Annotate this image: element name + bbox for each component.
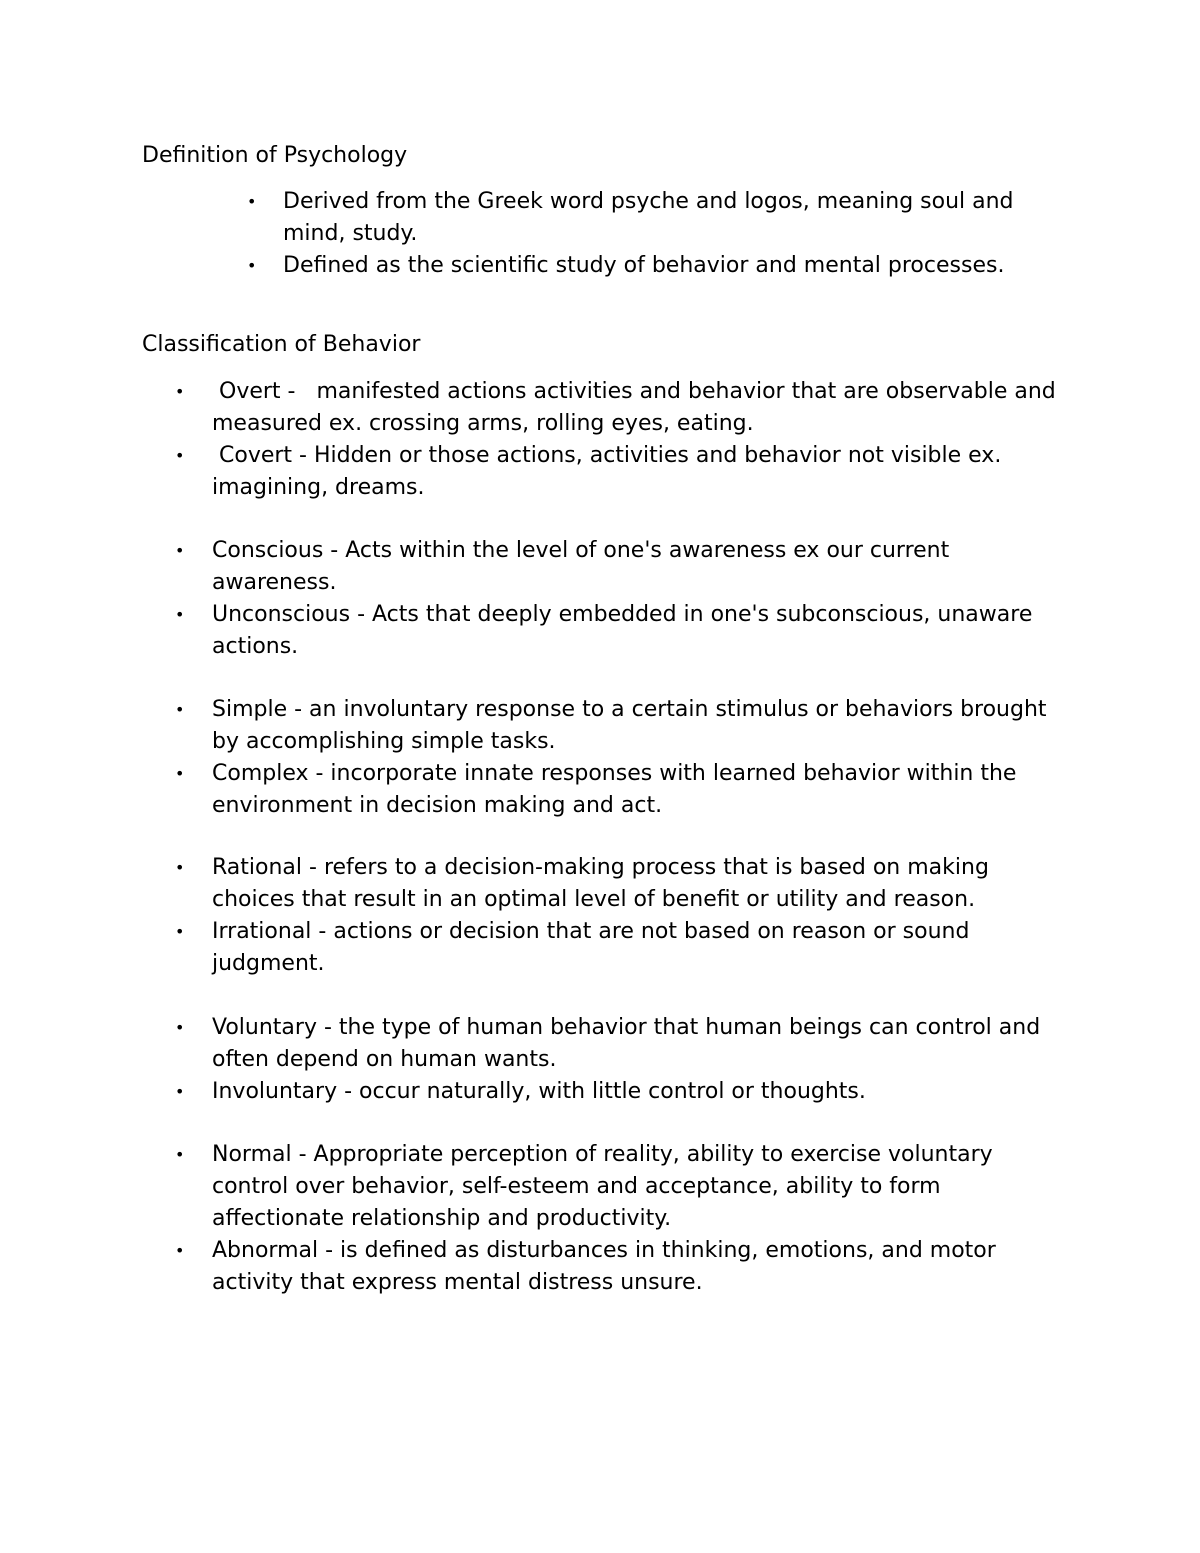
list-item-text: Irrational - actions or decision that are not based on reason or sound judgment. [212,919,970,976]
list-item-text: Defined as the scientific study of behavior and mental processes. [283,253,1005,278]
list-item-text: Covert - Hidden or those actions, activities and behavior not visible ex. imagining, dreams. [212,443,1009,500]
bullet-icon: • [175,764,185,783]
list-item [175,599,1072,663]
list-item [175,916,1072,980]
list-item-text: Simple - an involuntary response to a certain stimulus or behaviors brought by accomplishing simple tasks. [212,697,1047,754]
bullet-icon: • [175,446,185,465]
list-item [247,250,1063,282]
list-item [175,1012,1072,1076]
list-item [175,376,1072,440]
bullet-icon: • [175,1145,185,1164]
list-item-text: Involuntary - occur naturally, with little control or thoughts. [212,1079,866,1104]
bullet-icon: • [175,1241,185,1260]
definition-list [247,186,1063,282]
definition-heading: Definition of Psychology [142,143,408,168]
list-item [175,694,1072,758]
list-item-text: Abnormal - is defined as disturbances in thinking, emotions, and motor activity that express mental distress unsure. [212,1238,996,1295]
list-item [247,186,1063,250]
list-item [175,1139,1072,1235]
list-item [175,535,1072,599]
bullet-icon: • [247,256,257,275]
bullet-icon: • [175,1018,185,1037]
bullet-icon: • [175,922,185,941]
list-item-text: Normal - Appropriate perception of reality, ability to exercise voluntary control over behavior, self-esteem and acceptance, ability to form affectionate relationship and productivity. [212,1142,993,1231]
behavior-group-overt-covert [175,376,1072,504]
bullet-icon: • [175,858,185,877]
behavior-group-rational [175,852,1072,980]
bullet-icon: • [175,605,185,624]
list-item [175,852,1072,916]
list-item-text: Derived from the Greek word psyche and logos, meaning soul and mind, study. [283,189,1014,246]
list-item-text: Voluntary - the type of human behavior that human beings can control and often depend on human wants. [212,1015,1041,1072]
behavior-group-normal [175,1139,1072,1299]
list-item-text: Overt - manifested actions activities and behavior that are observable and measured ex. crossing arms, rolling eyes, eating. [212,379,1063,436]
list-item [175,758,1072,822]
list-item-text: Rational - refers to a decision-making process that is based on making choices that result in an optimal level of benefit or utility and reason. [212,855,989,912]
list-item [175,1076,1072,1108]
behavior-group-simple-complex [175,694,1072,822]
behavior-group-voluntary [175,1012,1072,1108]
list-item-text: Conscious - Acts within the level of one's awareness ex our current awareness. [212,538,950,595]
bullet-icon: • [175,382,185,401]
list-item [175,440,1072,504]
classification-heading: Classification of Behavior [142,332,421,357]
list-item [175,1235,1072,1299]
list-item-text: Unconscious - Acts that deeply embedded in one's subconscious, unaware actions. [212,602,1033,659]
bullet-icon: • [175,700,185,719]
list-item-text: Complex - incorporate innate responses with learned behavior within the environment in decision making and act. [212,761,1017,818]
bullet-icon: • [175,541,185,560]
bullet-icon: • [247,192,257,211]
bullet-icon: • [175,1082,185,1101]
behavior-group-conscious [175,535,1072,663]
